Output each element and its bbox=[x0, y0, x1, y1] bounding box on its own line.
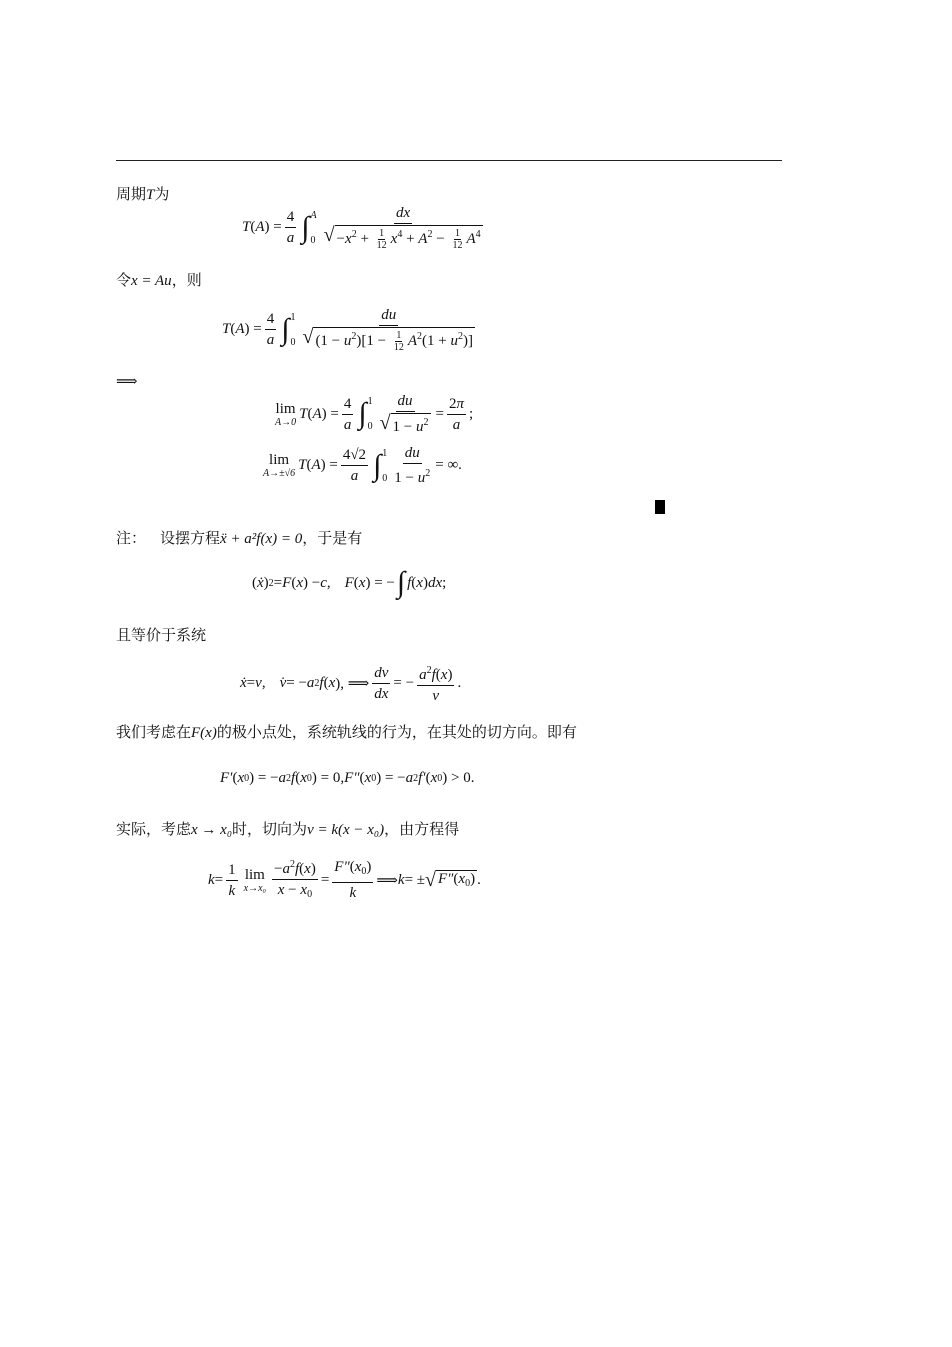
eq-substitution: x = Au bbox=[131, 273, 172, 289]
equation-substituted-integral: T ( A ) = $\frac{4}{a}$ ∫ 1 0 du √ $(1 - u^2)[1$ − $\frac{1}{12}$ $A^2(1 + u^2)$] bbox=[222, 307, 473, 354]
var-Fx: F(x) bbox=[191, 725, 217, 741]
eq-pendulum: ẍ + a²f(x) = 0 bbox=[220, 531, 303, 547]
text-period: 周期 bbox=[116, 185, 147, 203]
paragraph-tangent bbox=[116, 819, 459, 840]
paragraph-note bbox=[116, 528, 362, 549]
qed-square bbox=[655, 500, 665, 514]
equation-period-integral: T ( A ) = $\frac{4}{a}$ ∫ A 0 dx √ $-x^2$ + $\frac{1}{12}$ $x^4 + A^2$ − $\frac{1}{12}$ $A^4$ bbox=[242, 205, 481, 252]
equation-derivatives: F′ ( x 0 ) = − a 2 f ( x 0 ) = 0, F″ ( x 0 ) = − a 2 f′ ( x 0 ) > 0. bbox=[220, 770, 475, 786]
eq-x-to-x0: x → x₀ bbox=[191, 822, 233, 838]
text-so: ，于是有 bbox=[302, 529, 363, 547]
header-rule bbox=[116, 160, 782, 161]
equation-system: ẋ = v , v̇ = − a 2 f ( x ), ⟹ $\frac{dv}{dx}$ = − $\frac{a^2f(x)}{v}$ . bbox=[240, 662, 461, 705]
paragraph-period bbox=[116, 184, 169, 205]
text-minimum: 的极小点处，系统轨线的行为，在其处的切方向。即有 bbox=[216, 723, 577, 741]
text-from-equation: ，由方程得 bbox=[384, 820, 460, 838]
var-T: T bbox=[146, 187, 155, 203]
text-pendulum: 设摆方程 bbox=[160, 529, 221, 547]
paragraph-substitution bbox=[116, 270, 202, 291]
equation-limit-sqrt6: lim A→±√6 T ( A ) = $\frac{4√2}{a}$ ∫ 1 0 $\frac{du}{1 - u^2}$ = ∞. bbox=[263, 445, 462, 486]
text-tangent: 时，切向为 bbox=[232, 820, 308, 838]
eq-tangent-line: v = k(x − x₀) bbox=[307, 822, 385, 838]
equation-energy: ( ẋ ) 2 = F ( x ) − c , F ( x ) = − ∫ f ( x ) dx ; bbox=[252, 566, 447, 599]
paragraph-minimum bbox=[116, 722, 577, 743]
equation-slope: k = $\frac{1}{k}$ lim x→x₀ $\frac{-a^2f(x)}{x - x_0}$ = $\frac{F''(x_0)}{k}$ ⟹ k = ± √ $F''(x_0)$ . bbox=[208, 856, 481, 904]
equation-limit-zero: lim A→0 T ( A ) = $\frac{4}{a}$ ∫ 1 0 du √ $1 - u^2$ = $\frac{2\pi}{a}$ ; bbox=[275, 393, 474, 435]
text-actual: 实际，考虑 bbox=[116, 820, 192, 838]
text-consider: 我们考虑在 bbox=[116, 723, 192, 741]
text-let: 令 bbox=[116, 271, 132, 289]
paragraph-equivalent: 且等价于系统 bbox=[116, 626, 207, 644]
note-label: 注： bbox=[116, 529, 147, 547]
text-then: ，则 bbox=[171, 271, 202, 289]
implies-arrow: ⟹ bbox=[116, 372, 138, 390]
text-wei: 为 bbox=[154, 185, 170, 203]
